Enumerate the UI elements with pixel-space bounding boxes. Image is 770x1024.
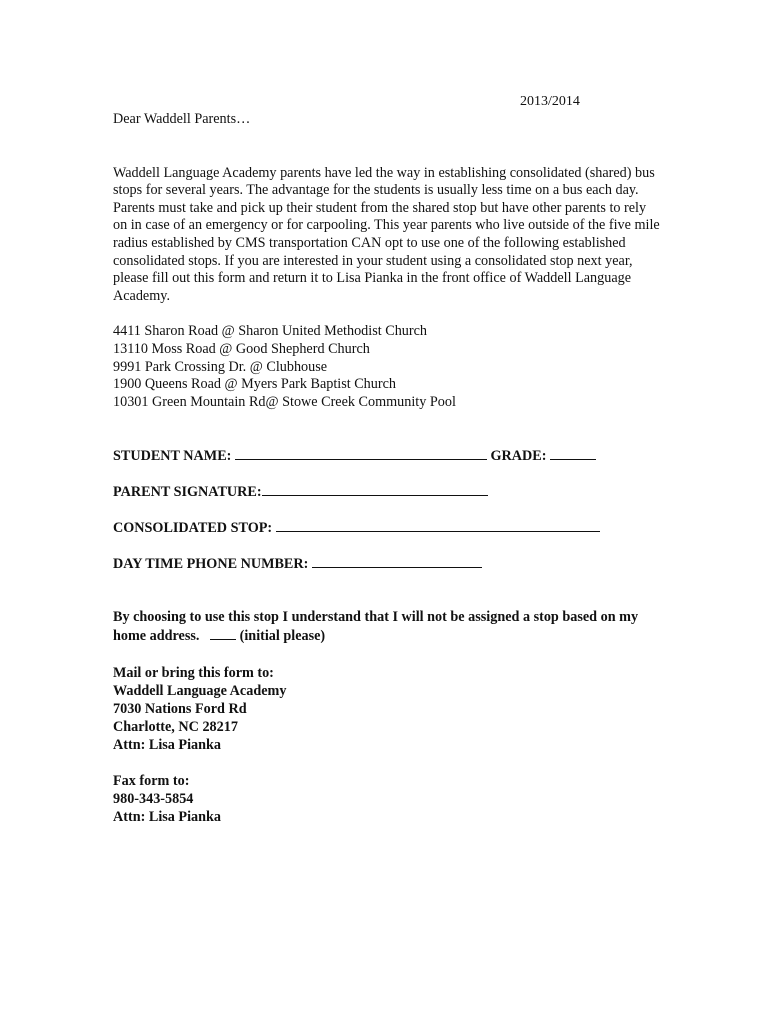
stop-item: 9991 Park Crossing Dr. @ Clubhouse: [113, 358, 328, 375]
mail-line: Waddell Language Academy: [113, 682, 287, 699]
fax-heading: Fax form to:: [113, 772, 190, 789]
parent-signature-label: PARENT SIGNATURE:: [113, 484, 262, 501]
phone-row: [113, 555, 661, 573]
stop-item: 4411 Sharon Road @ Sharon United Methodist Church: [113, 323, 427, 340]
grade-field[interactable]: [550, 447, 596, 460]
student-name-label: STUDENT NAME:: [113, 448, 232, 465]
mail-line: 7030 Nations Ford Rd: [113, 700, 247, 717]
fax-line: Attn: Lisa Pianka: [113, 808, 221, 825]
fax-block: [113, 772, 661, 826]
phone-label: DAY TIME PHONE NUMBER:: [113, 556, 309, 573]
salutation: Dear Waddell Parents…: [113, 111, 251, 127]
mail-line: Attn: Lisa Pianka: [113, 736, 221, 753]
letter-body: [113, 111, 661, 826]
consolidated-stop-row: [113, 519, 661, 537]
school-year: 2013/2014: [520, 94, 580, 109]
consolidated-stop-label: CONSOLIDATED STOP:: [113, 520, 273, 537]
parent-signature-row: [113, 483, 661, 501]
stop-notice: [113, 609, 661, 645]
stop-item: 10301 Green Mountain Rd@ Stowe Creek Community Pool: [113, 393, 456, 410]
signup-form: [113, 447, 661, 573]
consolidated-stop-field[interactable]: [276, 519, 600, 532]
mail-heading: Mail or bring this form to:: [113, 664, 274, 681]
notice-text: By choosing to use this stop I understand that I will not be assigned a stop based on my home address.: [113, 609, 639, 644]
student-name-row: [113, 447, 661, 465]
parent-signature-field[interactable]: [262, 483, 488, 496]
stop-item: 13110 Moss Road @ Good Shepherd Church: [113, 340, 370, 357]
fax-line: 980-343-5854: [113, 790, 194, 807]
mail-line: Charlotte, NC 28217: [113, 718, 238, 735]
mail-block: [113, 664, 661, 754]
stop-item: 1900 Queens Road @ Myers Park Baptist Church: [113, 376, 396, 393]
initial-label: (initial please): [239, 627, 326, 644]
grade-label: GRADE:: [490, 448, 547, 465]
phone-field[interactable]: [312, 555, 482, 568]
stops-list: [113, 323, 661, 411]
intro-paragraph: Waddell Language Academy parents have led the way in establishing consolidated (shared) bus stops for several years. The advantage for the students is usually less time on a bus each day. Parents must take and pick up their student from the shared stop but have other parents to rely on in case of an emergency or for carpooling. This year parents who live outside of the five mile radius established by CMS transportation CAN opt to use one of the following established consolidated stops. If you are interested in your student using a consolidated stop next year, please fill out this form and return it to Lisa Pianka in the front office of Waddell Language Academy.: [113, 164, 660, 304]
initial-field[interactable]: [210, 627, 236, 640]
student-name-field[interactable]: [235, 447, 487, 460]
